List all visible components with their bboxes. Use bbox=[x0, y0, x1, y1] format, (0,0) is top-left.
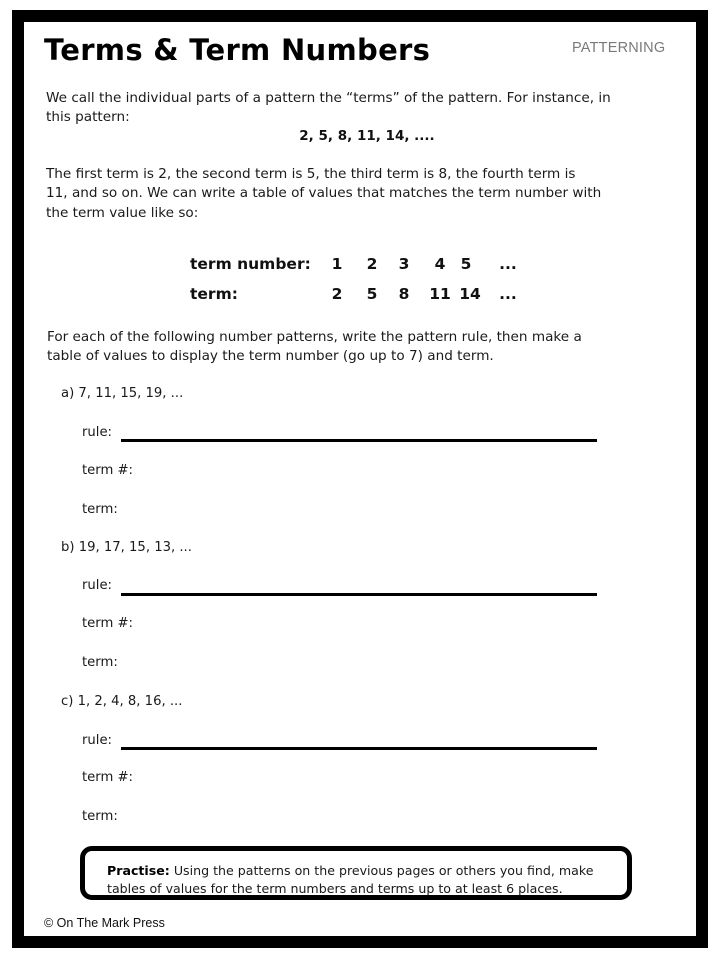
section-tag: PATTERNING bbox=[572, 40, 666, 56]
page-border bbox=[12, 10, 708, 948]
table-cell: 14 bbox=[459, 285, 481, 303]
rule-label: rule: bbox=[82, 733, 113, 748]
term-label: term: bbox=[82, 502, 118, 517]
term-label: term: bbox=[82, 809, 118, 824]
table-cell: ... bbox=[499, 285, 517, 303]
term-number-label: term #: bbox=[82, 616, 134, 631]
instructions-line-2: table of values to display the term number (go up to 7) and term. bbox=[47, 348, 494, 364]
term-label: term: bbox=[82, 655, 118, 670]
practise-line-1: Using the patterns on the previous pages or others you find, make bbox=[169, 863, 594, 878]
table-cell: 5 bbox=[366, 285, 378, 303]
table-cell: 2 bbox=[331, 285, 343, 303]
question-b-sequence: b) 19, 17, 15, 13, ... bbox=[61, 540, 192, 555]
table-cell: 8 bbox=[398, 285, 410, 303]
intro-line-1: We call the individual parts of a pattern the “terms” of the pattern. For instance, in bbox=[46, 90, 611, 106]
example-table-row-term bbox=[190, 285, 530, 307]
practise-line-2: tables of values for the term numbers and terms up to at least 6 places. bbox=[107, 880, 563, 896]
row-label: term: bbox=[190, 285, 238, 303]
row-label: term number: bbox=[190, 255, 311, 273]
intro-line-2: this pattern: bbox=[46, 109, 130, 125]
term-number-label: term #: bbox=[82, 770, 134, 785]
instructions-line-1: For each of the following number patterns, write the pattern rule, then make a bbox=[47, 329, 582, 345]
table-cell: 3 bbox=[398, 255, 410, 273]
rule-answer-line[interactable] bbox=[121, 439, 597, 442]
rule-answer-line[interactable] bbox=[121, 593, 597, 596]
table-cell: 11 bbox=[429, 285, 451, 303]
practise-box bbox=[80, 846, 632, 900]
example-sequence: 2, 5, 8, 11, 14, .... bbox=[299, 128, 435, 144]
rule-answer-line[interactable] bbox=[121, 747, 597, 750]
question-a-sequence: a) 7, 11, 15, 19, ... bbox=[61, 386, 184, 401]
table-cell: ... bbox=[499, 255, 517, 273]
table-cell: 2 bbox=[366, 255, 378, 273]
explain-line-1: The first term is 2, the second term is 5, the third term is 8, the fourth term is bbox=[46, 166, 576, 182]
question-c-sequence: c) 1, 2, 4, 8, 16, ... bbox=[61, 694, 183, 709]
table-cell: 1 bbox=[331, 255, 343, 273]
rule-label: rule: bbox=[82, 578, 113, 593]
term-number-label: term #: bbox=[82, 463, 134, 478]
practise-text bbox=[107, 862, 593, 897]
table-cell: 4 bbox=[434, 255, 446, 273]
page-title: Terms & Term Numbers bbox=[44, 33, 431, 67]
copyright: © On The Mark Press bbox=[44, 916, 165, 930]
explain-line-3: the term value like so: bbox=[46, 205, 199, 221]
explain-line-2: 11, and so on. We can write a table of values that matches the term number with bbox=[46, 185, 602, 201]
example-table-row-term-number bbox=[190, 255, 530, 277]
rule-label: rule: bbox=[82, 425, 113, 440]
table-cell: 5 bbox=[460, 255, 472, 273]
practise-heading: Practise: bbox=[107, 863, 170, 878]
